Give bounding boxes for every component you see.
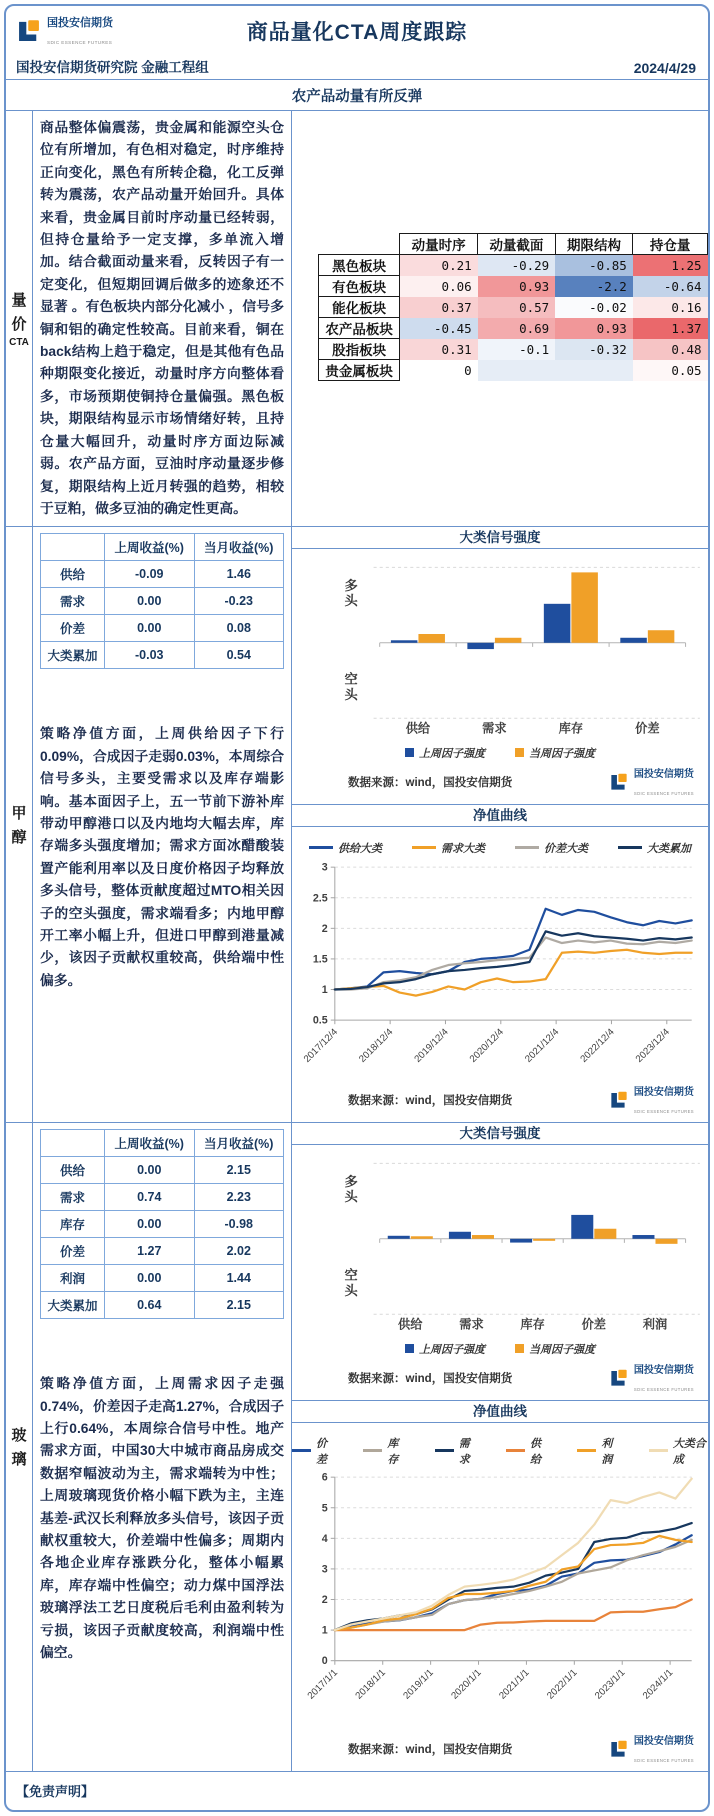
- x-tick-label: 2017/12/4: [301, 1026, 341, 1065]
- heat-cell: -0.85: [555, 255, 633, 276]
- heat-cell: 0.69: [478, 318, 556, 339]
- chart-legend: [292, 744, 708, 762]
- table-row: [41, 1184, 284, 1211]
- category-label: 需求: [482, 721, 507, 736]
- heat-cell: 0.31: [400, 339, 478, 360]
- legend-label: 上周因子强度: [419, 747, 485, 760]
- category-label: 供给: [405, 721, 431, 736]
- table-row: [41, 1265, 284, 1292]
- nav-line-chart: [292, 859, 708, 1080]
- table-cell: 1.46: [194, 561, 284, 588]
- column-header: [41, 534, 105, 561]
- heat-table: [318, 233, 708, 381]
- heat-cell: 0.06: [400, 276, 478, 297]
- table-cell: 1.44: [194, 1265, 284, 1292]
- y-tick-label: 4: [321, 1532, 328, 1545]
- y-tick-label: 0: [321, 1654, 328, 1667]
- commentary-text: 策略净值方面，上周供给因子下行0.09%，合成因子走弱0.03%，本周综合信号多头，主要受需求以及库存端影响。基本面因子上，五一节前下游补库带动甲醇港口以及内地均大幅去库，库存端多头强度增加；需求方面冰醋酸装置产能利用率以及日度价格因子均释放多头信号，整体贡献度超过MTO相关因子的空头强度，需求端看多；内地甲醇开工率小幅上升，但进口甲醇到港量减少，该因子贡献权重较高，供给端中性偏多。: [40, 726, 284, 988]
- chart-title-signal-strength: 大类信号强度: [292, 527, 708, 549]
- legend-item: [515, 745, 595, 761]
- legend-label: 大类累加: [647, 842, 691, 855]
- table-cell: 0.64: [105, 1292, 195, 1319]
- signal-bar-chart-svg: [292, 1145, 708, 1335]
- legend-label: 需求: [458, 1437, 470, 1466]
- heat-cell: 0: [400, 360, 478, 381]
- report-header: [6, 6, 708, 56]
- short-axis-label: 空: [344, 671, 358, 687]
- heat-row: [319, 297, 708, 318]
- long-axis-label: 头: [344, 1189, 358, 1205]
- table-cell: 0.00: [105, 1157, 195, 1184]
- brand-logo: [609, 1082, 694, 1118]
- brand-name: 国投安信期货 SDIC ESSENCE FUTURES: [633, 1364, 694, 1392]
- returns-table: [40, 533, 284, 669]
- brand-logo: [609, 1360, 694, 1396]
- category-label: 需求: [459, 1317, 484, 1332]
- legend-swatch: [618, 846, 642, 849]
- table-cell: 2.15: [194, 1292, 284, 1319]
- source-row: [292, 1729, 708, 1771]
- heat-cell: 0.57: [478, 297, 556, 318]
- bar: [449, 1232, 471, 1239]
- table-cell: 0.08: [194, 615, 284, 642]
- report-title: 商品量化CTA周度跟踪: [246, 21, 468, 44]
- table-cell: 0.74: [105, 1184, 195, 1211]
- heat-row-label: 黑色板块: [319, 255, 400, 276]
- heat-column-header: 动量时序: [400, 234, 478, 255]
- x-tick-label: 2024/1/1: [640, 1667, 676, 1702]
- section-label-char: 甲: [11, 805, 27, 823]
- source-row: [292, 762, 708, 804]
- table-cell: 0.54: [194, 642, 284, 669]
- legend-label: 当周因子强度: [529, 1343, 595, 1356]
- series-line: [335, 1478, 692, 1629]
- brand-mark-icon: [609, 1368, 629, 1388]
- table-cell: 0.00: [105, 1211, 195, 1238]
- x-tick-label: 2021/12/4: [523, 1026, 562, 1065]
- heat-column-header: 持仓量: [633, 234, 708, 255]
- y-tick-label: 3: [321, 861, 328, 874]
- table-row: [41, 561, 284, 588]
- x-tick-label: 2019/1/1: [401, 1667, 436, 1702]
- x-tick-label: 2023/12/4: [633, 1026, 672, 1065]
- table-cell: 2.23: [194, 1184, 284, 1211]
- column-header: 上周收益(%): [105, 1130, 195, 1157]
- table-cell: 1.27: [105, 1238, 195, 1265]
- section-glass: [6, 1123, 708, 1772]
- y-tick-label: 3: [321, 1563, 328, 1576]
- heat-row-label: 贵金属板块: [319, 360, 400, 381]
- heat-row: [319, 360, 708, 381]
- legend-item: [577, 1435, 618, 1467]
- heat-cell: [555, 360, 633, 381]
- table-cell: 供给: [41, 1157, 105, 1184]
- nav-line-chart: [292, 1469, 708, 1729]
- legend-item: [506, 1435, 547, 1467]
- legend-label: 价差: [315, 1437, 327, 1466]
- heat-cell: 1.25: [633, 255, 708, 276]
- table-row: [41, 1211, 284, 1238]
- chart-legend: [292, 1435, 708, 1467]
- heat-row-label: 农产品板块: [319, 318, 400, 339]
- table-cell: 0.00: [105, 615, 195, 642]
- returns-table: [40, 1129, 284, 1319]
- chart-title-signal-strength: 大类信号强度: [292, 1123, 708, 1145]
- category-label: 价差: [635, 721, 660, 736]
- legend-item: [363, 1435, 404, 1467]
- table-row: [41, 1238, 284, 1265]
- category-label: 库存: [520, 1317, 545, 1332]
- legend-label: 需求大类: [441, 842, 485, 855]
- legend-swatch: [515, 748, 524, 757]
- bar: [418, 634, 445, 643]
- brand-mark-icon: [609, 772, 629, 792]
- legend-label: 供给大类: [338, 842, 382, 855]
- section-commentary: [32, 111, 292, 526]
- brand-name: 国投安信期货 SDIC ESSENCE FUTURES: [633, 768, 694, 796]
- heat-cell: 0.16: [633, 297, 708, 318]
- heat-cell: -2.2: [555, 276, 633, 297]
- category-label: 库存: [558, 721, 584, 736]
- section-content: [292, 111, 708, 526]
- heat-cell: 1.37: [633, 318, 708, 339]
- heat-cell: 0.05: [633, 360, 708, 381]
- series-line: [335, 1536, 692, 1630]
- bar: [632, 1235, 654, 1239]
- legend-item: [405, 745, 485, 761]
- y-tick-label: 2.5: [312, 892, 328, 905]
- table-row: [41, 1292, 284, 1319]
- bar: [620, 638, 647, 643]
- section-content: [292, 1123, 708, 1771]
- legend-item: [309, 840, 382, 856]
- table-cell: 需求: [41, 1184, 105, 1211]
- long-axis-label: 多: [344, 1173, 358, 1189]
- section-commentary: [32, 1123, 292, 1771]
- section-label-char: 醇: [11, 829, 27, 847]
- legend-swatch: [363, 1449, 382, 1452]
- table-cell: -0.09: [105, 561, 195, 588]
- signal-bar-chart: [292, 549, 708, 744]
- short-axis-label: 空: [344, 1267, 358, 1283]
- legend-item: [515, 1341, 595, 1357]
- section-label-char: CTA: [9, 337, 29, 349]
- legend-item: [412, 840, 485, 856]
- commentary-text: 商品整体偏震荡，贵金属和能源空头仓位有所增加，有色相对稳定，时序维持正向变化，黑色有所转企稳，化工反弹转为震荡，农产品动量开始回升。具体来看，贵金属目前时序动量已经转弱，但持仓量给予一定支撑，多单流入增加。结合截面动量来看，反转因子有一定变化，但短期回调后做多的迹象还不显著 。有色板块内部分化减小 ，信号多铜和铝的确定性较高。目前来看，铜在back结构上趋于稳定，但是其他有色品种期限变化接近，动量时序方向整体看多，市场预期使铜持仓量偏强。黑色板块，期限结构显示市场情绪好转，且持仓量大幅回升，动量时序方面边际减弱。农产品方面，豆油时序动量逐步修复，期限结构上近月转强的趋势，相较于豆粕，做多豆油的确定性更高。: [40, 120, 284, 516]
- column-header: 当月收益(%): [194, 1130, 284, 1157]
- heat-cell: 0.93: [478, 276, 556, 297]
- heat-cell: -0.1: [478, 339, 556, 360]
- bar: [533, 1239, 555, 1241]
- y-tick-label: 1: [321, 1624, 328, 1637]
- table-cell: 利润: [41, 1265, 105, 1292]
- org-name: 国投安信期货研究院 金融工程组: [16, 60, 209, 75]
- table-cell: 0.00: [105, 1265, 195, 1292]
- brand-logo: [609, 764, 694, 800]
- brand-name: 国投安信期货 SDIC ESSENCE FUTURES: [633, 1087, 694, 1115]
- legend-item: [292, 1435, 333, 1467]
- legend-swatch: [515, 1344, 524, 1353]
- section-label-char: 量: [11, 292, 27, 310]
- heat-cell: -0.64: [633, 276, 708, 297]
- brand-logo: [609, 1731, 694, 1767]
- legend-label: 价差大类: [544, 842, 588, 855]
- returns-table: [40, 533, 284, 669]
- chart-legend: [292, 1340, 708, 1358]
- column-header: [41, 1130, 105, 1157]
- table-row: [41, 1157, 284, 1184]
- legend-swatch: [405, 748, 414, 757]
- bar: [544, 604, 571, 643]
- heat-row: [319, 318, 708, 339]
- signal-bar-chart-svg: [292, 549, 708, 739]
- momentum-heat-table: [292, 233, 708, 381]
- section-methanol: [6, 527, 708, 1123]
- section-label-char: 璃: [11, 1451, 27, 1469]
- report-date: 2024/4/29: [633, 60, 696, 76]
- table-row: [41, 588, 284, 615]
- category-label: 供给: [398, 1317, 423, 1332]
- heat-column-header: 动量截面: [478, 234, 556, 255]
- x-tick-label: 2023/1/1: [592, 1667, 628, 1702]
- heat-row: [319, 276, 708, 297]
- legend-swatch: [412, 846, 436, 849]
- x-tick-label: 2021/1/1: [497, 1667, 532, 1702]
- table-cell: 价差: [41, 615, 105, 642]
- heat-cell: -0.29: [478, 255, 556, 276]
- x-tick-label: 2022/1/1: [545, 1667, 580, 1702]
- bar: [391, 641, 418, 644]
- legend-label: 当周因子强度: [529, 747, 595, 760]
- heat-cell: -0.02: [555, 297, 633, 318]
- section-label-char: 价: [11, 316, 27, 334]
- table-cell: 需求: [41, 588, 105, 615]
- table-cell: 大类累加: [41, 642, 105, 669]
- heat-cell: 0.21: [400, 255, 478, 276]
- column-header: 上周收益(%): [105, 534, 195, 561]
- series-line: [335, 1535, 692, 1630]
- report-page: [4, 4, 710, 1812]
- table-row: [41, 642, 284, 669]
- y-tick-label: 1.5: [312, 953, 328, 966]
- y-tick-label: 2: [321, 1593, 328, 1606]
- bar: [594, 1229, 616, 1239]
- legend-swatch: [292, 1449, 311, 1452]
- table-cell: -0.98: [194, 1211, 284, 1238]
- legend-swatch: [649, 1449, 668, 1452]
- legend-label: 利润: [601, 1437, 613, 1466]
- table-cell: 2.02: [194, 1238, 284, 1265]
- nav-line-chart-svg: [292, 1469, 708, 1724]
- y-tick-label: 0.5: [312, 1014, 328, 1027]
- heat-cell: [478, 360, 556, 381]
- data-source-note: 数据来源：wind，国投安信期货: [348, 1743, 513, 1756]
- long-axis-label: 头: [344, 593, 358, 609]
- heat-cell: -0.32: [555, 339, 633, 360]
- legend-label: 上周因子强度: [419, 1343, 485, 1356]
- table-cell: -0.03: [105, 642, 195, 669]
- heat-row-label: 有色板块: [319, 276, 400, 297]
- legend-label: 供给: [530, 1437, 542, 1466]
- series-line: [335, 909, 692, 990]
- bar: [388, 1236, 410, 1239]
- section-label: [6, 1123, 32, 1771]
- chart-title-nav-curve: 净值曲线: [292, 804, 708, 827]
- table-cell: 价差: [41, 1238, 105, 1265]
- legend-swatch: [405, 1344, 414, 1353]
- table-cell: 2.15: [194, 1157, 284, 1184]
- data-source-note: 数据来源：wind，国投安信期货: [348, 1372, 513, 1385]
- bar: [571, 1215, 593, 1239]
- legend-item: [405, 1341, 485, 1357]
- long-axis-label: 多: [344, 578, 358, 594]
- category-label: 价差: [581, 1317, 607, 1332]
- legend-item: [435, 1435, 476, 1467]
- section-label-char: 玻: [11, 1427, 27, 1445]
- section-label: [6, 111, 32, 526]
- legend-label: 大类合成: [672, 1437, 706, 1466]
- table-cell: 0.00: [105, 588, 195, 615]
- legend-item: [649, 1435, 708, 1467]
- legend-item: [618, 840, 691, 856]
- heat-row-label: 能化板块: [319, 297, 400, 318]
- legend-swatch: [435, 1449, 454, 1452]
- x-tick-label: 2020/1/1: [449, 1667, 484, 1702]
- source-row: [292, 1358, 708, 1400]
- brand-name: 国投安信期货 SDIC ESSENCE FUTURES: [633, 1735, 694, 1763]
- signal-bar-chart: [292, 1145, 708, 1340]
- heat-cell: 0.37: [400, 297, 478, 318]
- series-line: [335, 1523, 692, 1630]
- commentary-text: 策略净值方面，上周需求因子走强0.74%，价差因子走高1.27%，合成因子上行0.64%，本周综合信号中性。地产需求方面，中国30大中城市商品房成交数据窄幅波动为主，需求端转为中性；上周玻璃现货价格小幅下跌为主，主连基差-武汉长利释放多头信号，该因子贡献权重较大，价差端中性偏多；周期内各地企业库存涨跌分化，整体小幅累库，库存端中性偏空；动力煤中国浮法玻璃浮法工艺日度税后毛利由盈利转为亏损，该因子贡献度较高，利润端中性偏空。: [40, 1376, 284, 1660]
- bar: [467, 643, 494, 649]
- legend-swatch: [506, 1449, 525, 1452]
- bar: [648, 631, 675, 644]
- data-source-note: 数据来源：wind，国投安信期货: [348, 1095, 513, 1108]
- series-line: [335, 1599, 692, 1630]
- x-tick-label: 2022/12/4: [578, 1026, 617, 1065]
- nav-line-chart-svg: [292, 859, 708, 1075]
- column-header: 当月收益(%): [194, 534, 284, 561]
- brand-mark-icon: [609, 1090, 629, 1110]
- bar: [411, 1236, 433, 1239]
- subheader: [6, 56, 708, 80]
- source-row: [292, 1080, 708, 1122]
- x-tick-label: 2020/12/4: [467, 1026, 506, 1065]
- chart-legend: [292, 839, 708, 857]
- bar: [655, 1239, 677, 1244]
- section-content: [292, 527, 708, 1122]
- bar: [495, 638, 522, 643]
- bar: [472, 1235, 494, 1239]
- brand-name: 国投安信期货 SDIC ESSENCE FUTURES: [47, 17, 113, 45]
- y-tick-label: 5: [321, 1502, 328, 1515]
- x-tick-label: 2018/12/4: [357, 1026, 396, 1065]
- y-tick-label: 2: [321, 922, 328, 935]
- y-tick-label: 6: [321, 1471, 328, 1484]
- returns-table: [40, 1129, 284, 1319]
- banner-title: 农产品动量有所反弹: [6, 80, 708, 111]
- section-label: [6, 527, 32, 1122]
- y-tick-label: 1: [321, 984, 328, 997]
- brand-mark-icon: [609, 1739, 629, 1759]
- heat-cell: -0.45: [400, 318, 478, 339]
- bar: [510, 1239, 532, 1243]
- heat-row: [319, 255, 708, 276]
- x-tick-label: 2019/12/4: [412, 1026, 451, 1065]
- legend-swatch: [515, 846, 539, 849]
- legend-swatch: [309, 846, 333, 849]
- table-cell: 供给: [41, 561, 105, 588]
- chart-title-nav-curve: 净值曲线: [292, 1400, 708, 1423]
- bar: [571, 573, 598, 643]
- disclaimer-link[interactable]: 【免责声明】: [16, 1784, 95, 1800]
- x-tick-label: 2017/1/1: [305, 1667, 341, 1702]
- heat-row-label: 股指板块: [319, 339, 400, 360]
- legend-swatch: [577, 1449, 596, 1452]
- section-price-volume-cta: [6, 111, 708, 527]
- table-cell: -0.23: [194, 588, 284, 615]
- x-tick-label: 2018/1/1: [353, 1667, 388, 1702]
- report-footer: [6, 1772, 708, 1810]
- section-commentary: [32, 527, 292, 1122]
- heat-cell: 0.48: [633, 339, 708, 360]
- table-cell: 大类累加: [41, 1292, 105, 1319]
- short-axis-label: 头: [344, 1282, 358, 1298]
- legend-label: 库存: [387, 1437, 399, 1466]
- heat-row: [319, 339, 708, 360]
- short-axis-label: 头: [344, 687, 358, 703]
- heat-cell: 0.93: [555, 318, 633, 339]
- data-source-note: 数据来源：wind，国投安信期货: [348, 776, 513, 789]
- table-cell: 库存: [41, 1211, 105, 1238]
- table-row: [41, 615, 284, 642]
- heat-column-header: 期限结构: [555, 234, 633, 255]
- category-label: 利润: [642, 1317, 668, 1332]
- legend-item: [515, 840, 588, 856]
